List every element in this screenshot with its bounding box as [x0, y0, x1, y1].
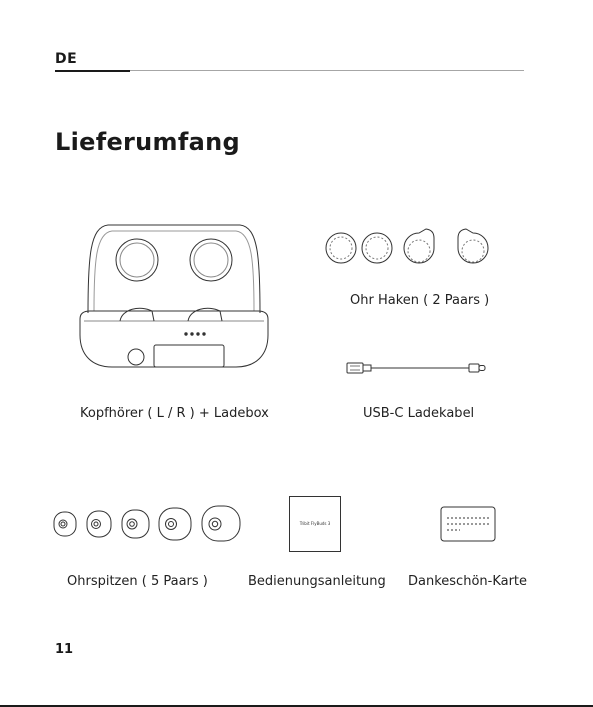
ear-hooks-illustration [322, 226, 508, 272]
manual-illustration [289, 496, 341, 552]
language-label: DE [55, 51, 78, 67]
cable-caption: USB-C Ladekabel [363, 406, 475, 421]
hooks-caption: Ohr Haken ( 2 Paars ) [350, 293, 490, 308]
header-rule [130, 70, 524, 71]
header-rule-accent [55, 70, 130, 72]
page-number: 11 [55, 642, 74, 657]
ear-tips-illustration [52, 504, 244, 542]
case-caption: Kopfhörer ( L / R ) + Ladebox [80, 406, 269, 421]
charging-case-illustration [78, 217, 270, 377]
manual-cover-text: Tribit FlyBuds 3 [299, 521, 331, 526]
thank-you-card-illustration [440, 506, 496, 542]
tips-caption: Ohrspitzen ( 5 Paars ) [67, 574, 208, 589]
usb-cable-illustration [345, 358, 490, 378]
page-title: Lieferumfang [55, 128, 240, 156]
card-caption: Dankeschön-Karte [408, 574, 528, 589]
manual-caption: Bedienungsanleitung [248, 574, 386, 589]
